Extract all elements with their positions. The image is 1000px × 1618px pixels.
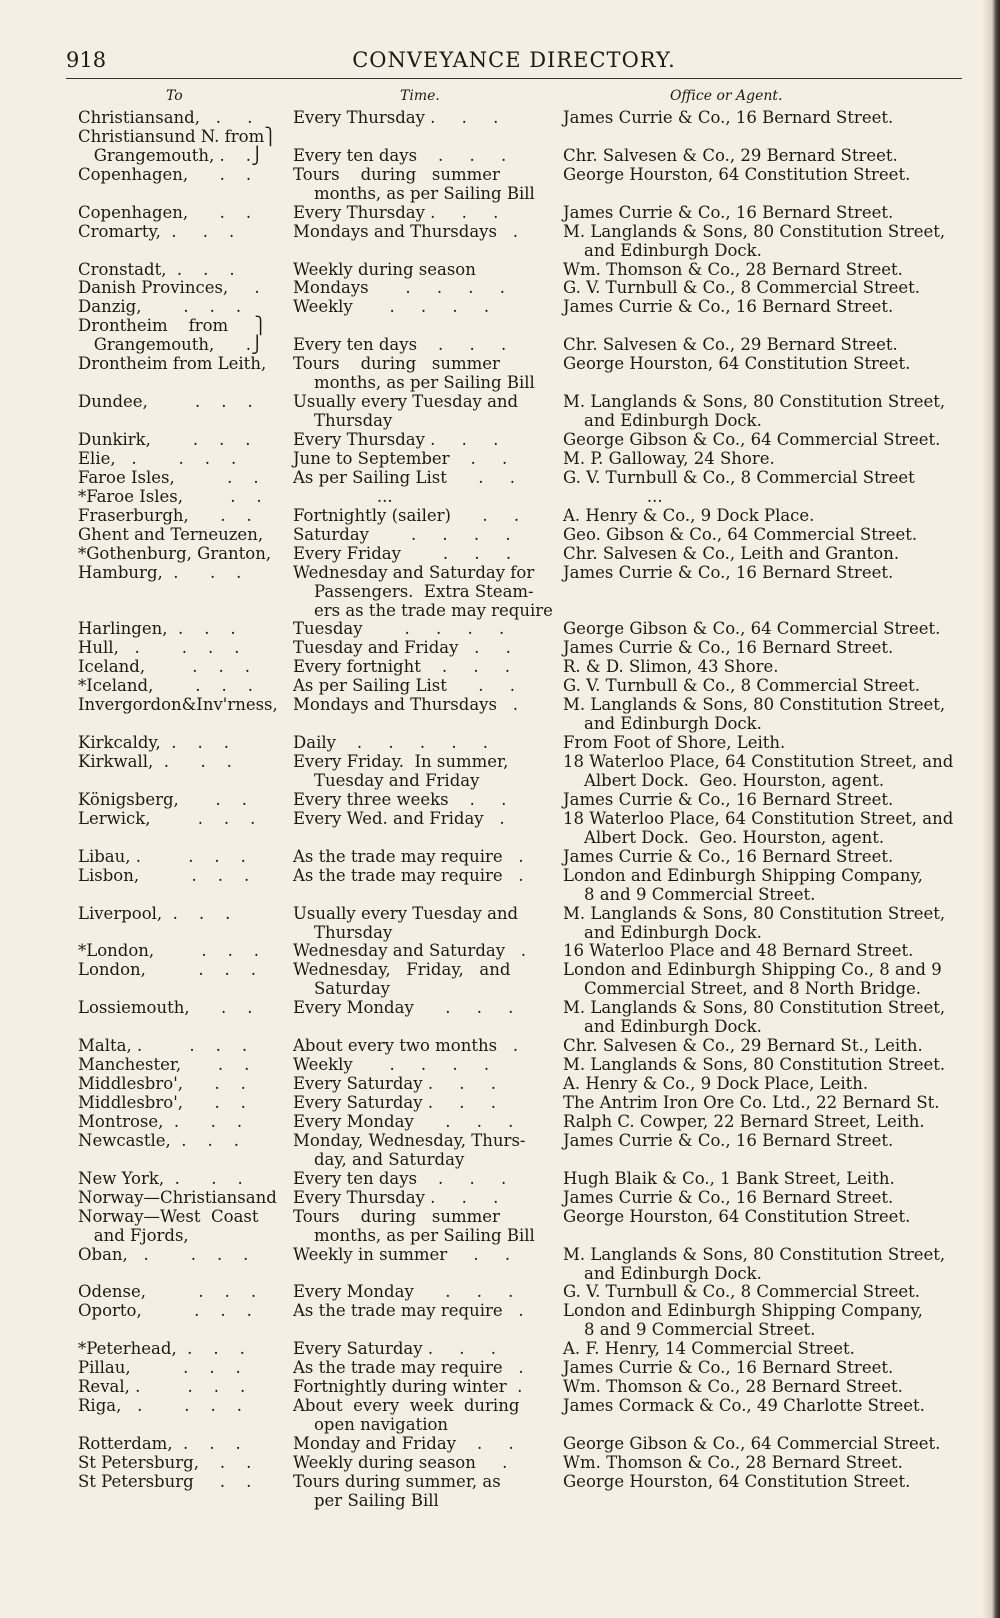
office-cell: A. Henry & Co., 9 Dock Place. <box>563 505 815 525</box>
time-cell: Every Wed. and Friday . <box>293 808 505 828</box>
time-cell: Every three weeks . . <box>293 789 507 809</box>
office-cell: A. F. Henry, 14 Commercial Street. <box>563 1339 855 1359</box>
destination-cell: Fraserburgh, . . <box>78 505 252 525</box>
table-row <box>0 1339 1000 1358</box>
destination-cell: Elie, . . . . <box>78 448 237 468</box>
office-cell: Ralph C. Cowper, 22 Bernard Street, Leith. <box>563 1111 925 1131</box>
time-cell: ... <box>293 486 393 506</box>
office-cell: George Gibson & Co., 64 Commercial Street. <box>563 619 941 639</box>
page-binding-edge <box>982 0 1000 1618</box>
destination-cell: Oporto, . . . <box>78 1301 252 1321</box>
table-row <box>0 127 1000 165</box>
table-row <box>0 866 1000 904</box>
table-row <box>0 1112 1000 1131</box>
destination-cell: *Gothenburg, Granton, <box>78 543 272 563</box>
time-cell: Tours during summer months, as per Sailing Bill <box>293 354 535 393</box>
destination-cell: Norway—West Coast and Fjords, <box>78 1206 259 1245</box>
destination-cell: New York, . . . <box>78 1168 243 1188</box>
time-cell: Monday and Friday . . <box>293 1433 514 1453</box>
header-rule <box>66 78 962 79</box>
office-cell: Wm. Thomson & Co., 28 Bernard Street. <box>563 1377 903 1397</box>
destination-cell: St Petersburg . . <box>78 1471 252 1491</box>
destination-cell: Newcastle, . . . <box>78 1130 239 1150</box>
table-row <box>0 1472 1000 1510</box>
table-row <box>0 619 1000 638</box>
office-cell: M. Langlands & Sons, 80 Constitution Street, and Edinburgh Dock. <box>563 903 946 942</box>
time-cell: Tours during summer, as per Sailing Bill <box>293 1471 501 1510</box>
table-row <box>0 941 1000 960</box>
office-cell: G. V. Turnbull & Co., 8 Commercial Street. <box>563 676 921 696</box>
office-cell: R. & D. Slimon, 43 Shore. <box>563 657 779 677</box>
table-row <box>0 278 1000 297</box>
office-cell: M. Langlands & Sons, 80 Constitution Street. <box>563 1055 946 1075</box>
table-row <box>0 847 1000 866</box>
destination-cell: Reval, . . . . <box>78 1377 246 1397</box>
destination-cell: Faroe Isles, . . <box>78 467 259 487</box>
time-cell: Every Thursday . . . <box>293 430 499 450</box>
time-cell: Every Monday . . . <box>293 998 514 1018</box>
office-cell: M. P. Galloway, 24 Shore. <box>563 448 775 468</box>
destination-cell: Drontheim from ⎫ Grangemouth, .⎭ <box>78 316 267 355</box>
table-row <box>0 1055 1000 1074</box>
office-cell: Chr. Salvesen & Co., Leith and Granton. <box>563 543 900 563</box>
destination-cell: Rotterdam, . . . <box>78 1433 241 1453</box>
office-cell: James Currie & Co., 16 Bernard Street. <box>563 1187 894 1207</box>
office-cell: London and Edinburgh Shipping Company, 8 and 9 Commercial Street. <box>563 1301 923 1340</box>
time-cell: Weekly during season <box>293 259 476 279</box>
destination-cell: Pillau, . . . <box>78 1358 241 1378</box>
time-cell: Every Saturday . . . <box>293 1092 497 1112</box>
column-header-time: Time. <box>400 88 440 104</box>
table-row <box>0 1036 1000 1055</box>
column-header-to: To <box>166 88 183 104</box>
time-cell: Monday, Wednesday, Thurs- day, and Saturday <box>293 1130 526 1169</box>
destination-cell: Harlingen, . . . <box>78 619 236 639</box>
destination-cell: Malta, . . . . <box>78 1036 248 1056</box>
office-cell: James Currie & Co., 16 Bernard Street. <box>563 638 894 658</box>
page-header <box>66 44 962 78</box>
destination-cell: Copenhagen, . . <box>78 202 252 222</box>
time-cell: Wednesday and Saturday . <box>293 941 527 961</box>
time-cell: Every Saturday . . . <box>293 1339 497 1359</box>
office-cell: 16 Waterloo Place and 48 Bernard Street. <box>563 941 914 961</box>
page-number: 918 <box>66 48 107 72</box>
table-row <box>0 1245 1000 1283</box>
destination-cell: Norway—Christiansand <box>78 1187 277 1207</box>
table-row <box>0 998 1000 1036</box>
destination-cell: *London, . . . <box>78 941 260 961</box>
destination-cell: Hamburg, . . . <box>78 562 242 582</box>
table-row <box>0 165 1000 203</box>
destination-cell: London, . . . <box>78 960 257 980</box>
table-row <box>0 468 1000 487</box>
office-cell: The Antrim Iron Ore Co. Ltd., 22 Bernard St. <box>563 1092 940 1112</box>
office-cell: Wm. Thomson & Co., 28 Bernard Street. <box>563 1452 903 1472</box>
table-row <box>0 563 1000 620</box>
table-row <box>0 809 1000 847</box>
destination-cell: *Peterhead, . . . <box>78 1339 245 1359</box>
office-cell: James Currie & Co., 16 Bernard Street. <box>563 1130 894 1150</box>
table-row <box>0 506 1000 525</box>
table-row <box>0 1131 1000 1169</box>
office-cell: George Gibson & Co., 64 Commercial Street. <box>563 1433 941 1453</box>
time-cell: Every Monday . . . <box>293 1111 514 1131</box>
destination-cell: Invergordon&Inv'rness, <box>78 695 278 715</box>
table-row <box>0 904 1000 942</box>
office-cell: G. V. Turnbull & Co., 8 Commercial Street. <box>563 278 921 298</box>
destination-cell: Hull, . . . . <box>78 638 240 658</box>
table-row <box>0 1207 1000 1245</box>
destination-cell: Christiansund N. from⎫ Grangemouth, . .⎭ <box>78 126 277 165</box>
office-cell: Geo. Gibson & Co., 64 Commercial Street. <box>563 524 918 544</box>
destination-cell: Lerwick, . . . <box>78 808 256 828</box>
time-cell: Every fortnight . . . <box>293 657 511 677</box>
time-cell: Weekly in summer . . <box>293 1244 511 1264</box>
office-cell: James Currie & Co., 16 Bernard Street. <box>563 1358 894 1378</box>
table-row <box>0 1453 1000 1472</box>
time-cell: Weekly . . . . <box>293 297 490 317</box>
time-cell: Every Friday . . . <box>293 543 512 563</box>
table-row <box>0 222 1000 260</box>
time-cell: Every Saturday . . . <box>293 1074 497 1094</box>
table-row <box>0 1434 1000 1453</box>
table-row <box>0 960 1000 998</box>
table-row <box>0 203 1000 222</box>
time-cell: Every Thursday . . . <box>293 1187 499 1207</box>
time-cell: As per Sailing List . . <box>293 467 516 487</box>
destination-cell: Cromarty, . . . <box>78 221 235 241</box>
office-cell: George Hourston, 64 Constitution Street. <box>563 354 911 374</box>
destination-cell: Riga, . . . . <box>78 1396 242 1416</box>
office-cell: A. Henry & Co., 9 Dock Place, Leith. <box>563 1074 869 1094</box>
time-cell: Weekly during season . <box>293 1452 508 1472</box>
destination-cell: Königsberg, . . <box>78 789 247 809</box>
table-row <box>0 544 1000 563</box>
time-cell: As the trade may require . <box>293 1301 524 1321</box>
office-cell: Chr. Salvesen & Co., 29 Bernard Street. <box>563 145 898 165</box>
time-cell: Every Thursday . . . <box>293 108 499 127</box>
table-row <box>0 638 1000 657</box>
table-row <box>0 525 1000 544</box>
table-row <box>0 449 1000 468</box>
time-cell: As per Sailing List . . <box>293 676 516 696</box>
office-cell: From Foot of Shore, Leith. <box>563 733 786 753</box>
office-cell: James Cormack & Co., 49 Charlotte Street. <box>563 1396 925 1416</box>
destination-cell: Cronstadt, . . . <box>78 259 235 279</box>
table-row <box>0 487 1000 506</box>
time-cell: Fortnightly (sailer) . . <box>293 505 520 525</box>
destination-cell: Ghent and Terneuzen, <box>78 524 264 544</box>
office-cell: G. V. Turnbull & Co., 8 Commercial Street. <box>563 1282 921 1302</box>
table-row <box>0 1396 1000 1434</box>
destination-cell: Danish Provinces, . <box>78 278 260 298</box>
time-cell: Every ten days . . . <box>293 145 507 165</box>
table-row <box>0 1301 1000 1339</box>
time-cell: Tuesday . . . . <box>293 619 505 639</box>
destination-cell: Oban, . . . . <box>78 1244 249 1264</box>
time-cell: Mondays and Thursdays . <box>293 221 518 241</box>
destination-cell: Iceland, . . . <box>78 657 250 677</box>
table-row <box>0 1188 1000 1207</box>
office-cell: George Hourston, 64 Constitution Street. <box>563 1471 911 1491</box>
table-row <box>0 1074 1000 1093</box>
time-cell: Weekly . . . . <box>293 1055 490 1075</box>
time-cell: Daily . . . . . <box>293 733 489 753</box>
office-cell: London and Edinburgh Shipping Co., 8 and 9 Commercial Street, and 8 North Bridge. <box>563 960 942 999</box>
destination-cell: Kirkwall, . . . <box>78 752 232 772</box>
destination-cell: Dunkirk, . . . <box>78 430 251 450</box>
time-cell: June to September . . <box>293 448 508 468</box>
table-row <box>0 316 1000 354</box>
destination-cell: *Faroe Isles, . . <box>78 486 262 506</box>
destination-cell: Libau, . . . . <box>78 846 246 866</box>
table-row <box>0 676 1000 695</box>
time-cell: Every Friday. In summer, Tuesday and Friday <box>293 752 509 791</box>
office-cell: M. Langlands & Sons, 80 Constitution Street, and Edinburgh Dock. <box>563 1244 946 1283</box>
table-row <box>0 392 1000 430</box>
destination-cell: Lisbon, . . . <box>78 865 250 885</box>
time-cell: Usually every Tuesday and Thursday <box>293 903 519 942</box>
table-row <box>0 108 1000 127</box>
time-cell: About every two months . <box>293 1036 519 1056</box>
time-cell: Saturday . . . . <box>293 524 511 544</box>
table-row <box>0 1093 1000 1112</box>
office-cell: M. Langlands & Sons, 80 Constitution Street, and Edinburgh Dock. <box>563 695 946 734</box>
time-cell: As the trade may require . <box>293 1358 524 1378</box>
office-cell: James Currie & Co., 16 Bernard Street. <box>563 562 894 582</box>
office-cell: M. Langlands & Sons, 80 Constitution Street, and Edinburgh Dock. <box>563 392 946 431</box>
destination-cell: Drontheim from Leith, <box>78 354 267 374</box>
table-row <box>0 1169 1000 1188</box>
table-row <box>0 354 1000 392</box>
office-cell: Chr. Salvesen & Co., 29 Bernard St., Leith. <box>563 1036 923 1056</box>
table-row <box>0 430 1000 449</box>
office-cell: George Hourston, 64 Constitution Street. <box>563 1206 911 1226</box>
destination-cell: Kirkcaldy, . . . <box>78 733 229 753</box>
office-cell: G. V. Turnbull & Co., 8 Commercial Street <box>563 467 915 487</box>
office-cell: M. Langlands & Sons, 80 Constitution Street, and Edinburgh Dock. <box>563 998 946 1037</box>
time-cell: Every ten days . . . <box>293 1168 507 1188</box>
time-cell: Mondays . . . . <box>293 278 506 298</box>
destination-cell: Liverpool, . . . <box>78 903 231 923</box>
time-cell: Tours during summer months, as per Sailing Bill <box>293 164 535 203</box>
destination-cell: Danzig, . . . <box>78 297 242 317</box>
time-cell: Usually every Tuesday and Thursday <box>293 392 519 431</box>
destination-cell: Montrose, . . . <box>78 1111 243 1131</box>
time-cell: As the trade may require . <box>293 865 524 885</box>
destination-cell: Manchester, . . <box>78 1055 250 1075</box>
office-cell: Wm. Thomson & Co., 28 Bernard Street. <box>563 259 903 279</box>
table-row <box>0 1282 1000 1301</box>
destination-cell: Odense, . . . <box>78 1282 257 1302</box>
office-cell: 18 Waterloo Place, 64 Constitution Street, and Albert Dock. Geo. Hourston, agent. <box>563 808 954 847</box>
destination-cell: Middlesbro', . . <box>78 1074 246 1094</box>
office-cell: London and Edinburgh Shipping Company, 8 and 9 Commercial Street. <box>563 865 923 904</box>
table-row <box>0 260 1000 279</box>
directory-table <box>0 108 1000 1510</box>
table-row <box>0 657 1000 676</box>
time-cell: Fortnightly during winter . <box>293 1377 523 1397</box>
office-cell: James Currie & Co., 16 Bernard Street. <box>563 789 894 809</box>
time-cell: Mondays and Thursdays . <box>293 695 518 715</box>
destination-cell: Dundee, . . . <box>78 392 253 412</box>
office-cell: James Currie & Co., 16 Bernard Street. <box>563 297 894 317</box>
office-cell: Chr. Salvesen & Co., 29 Bernard Street. <box>563 335 898 355</box>
table-row <box>0 297 1000 316</box>
time-cell: Every Monday . . . <box>293 1282 514 1302</box>
table-row <box>0 1377 1000 1396</box>
destination-cell: Middlesbro', . . <box>78 1092 246 1112</box>
destination-cell: St Petersburg, . . <box>78 1452 252 1472</box>
time-cell: As the trade may require . <box>293 846 524 866</box>
time-cell: Tours during summer months, as per Sailing Bill <box>293 1206 535 1245</box>
time-cell: Every ten days . . . <box>293 335 507 355</box>
office-cell: James Currie & Co., 16 Bernard Street. <box>563 108 894 127</box>
office-cell: Hugh Blaik & Co., 1 Bank Street, Leith. <box>563 1168 895 1188</box>
office-cell: James Currie & Co., 16 Bernard Street. <box>563 846 894 866</box>
column-header-office: Office or Agent. <box>670 88 783 104</box>
office-cell: M. Langlands & Sons, 80 Constitution Street, and Edinburgh Dock. <box>563 221 946 260</box>
office-cell: George Hourston, 64 Constitution Street. <box>563 164 911 184</box>
office-cell: James Currie & Co., 16 Bernard Street. <box>563 202 894 222</box>
destination-cell: Lossiemouth, . . <box>78 998 253 1018</box>
time-cell: Tuesday and Friday . . <box>293 638 511 658</box>
office-cell: ... <box>563 486 663 506</box>
time-cell: About every week during open navigation <box>293 1396 520 1435</box>
time-cell: Wednesday and Saturday for Passengers. Extra Steam- ers as the trade may require <box>293 562 553 620</box>
time-cell: Every Thursday . . . <box>293 202 499 222</box>
destination-cell: *Iceland, . . . <box>78 676 253 696</box>
time-cell: Wednesday, Friday, and Saturday <box>293 960 511 999</box>
table-row <box>0 695 1000 733</box>
destination-cell: Christiansand, . . <box>78 108 253 127</box>
office-cell: 18 Waterloo Place, 64 Constitution Street, and Albert Dock. Geo. Hourston, agent. <box>563 752 954 791</box>
table-row <box>0 790 1000 809</box>
office-cell: George Gibson & Co., 64 Commercial Street. <box>563 430 941 450</box>
destination-cell: Copenhagen, . . <box>78 164 252 184</box>
table-row <box>0 1358 1000 1377</box>
table-row <box>0 752 1000 790</box>
running-title: CONVEYANCE DIRECTORY. <box>352 48 676 72</box>
table-row <box>0 733 1000 752</box>
